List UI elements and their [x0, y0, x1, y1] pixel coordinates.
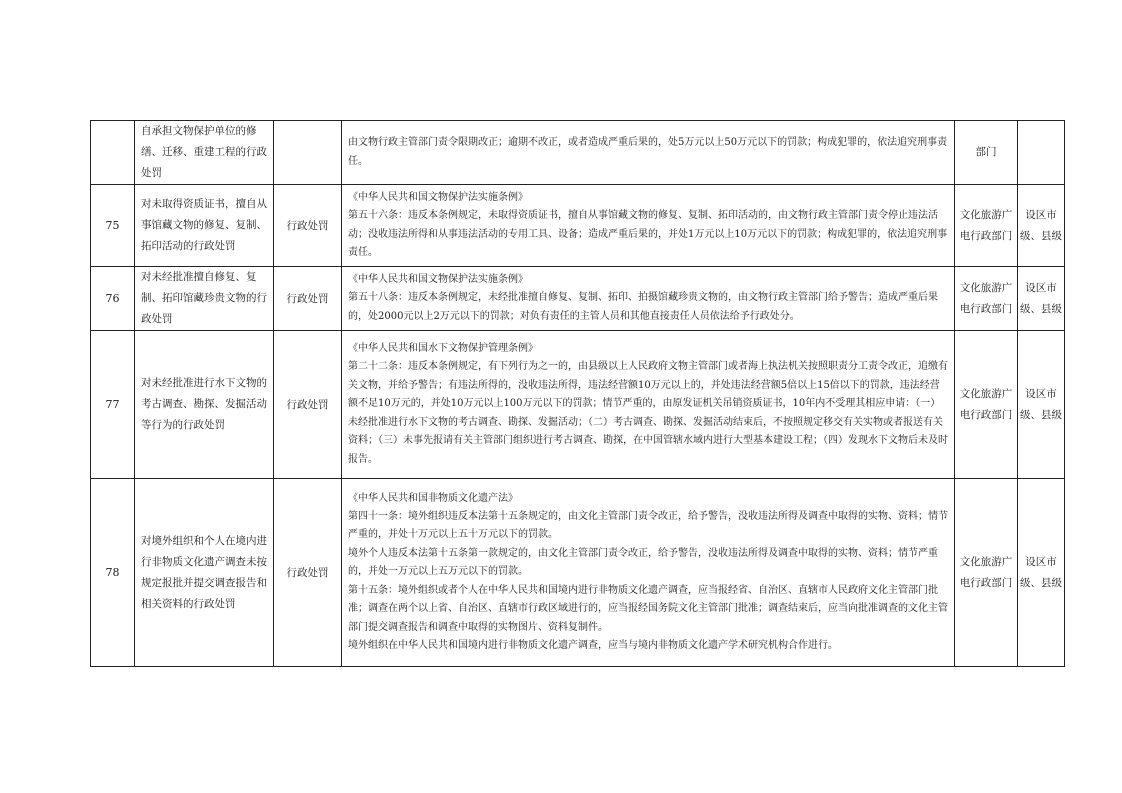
responsible-department: 文化旅游广电行政部门	[955, 479, 1018, 667]
responsible-department: 部门	[955, 121, 1018, 185]
penalty-type: 行政处罚	[274, 479, 342, 667]
responsible-department: 文化旅游广电行政部门	[955, 267, 1018, 331]
row-number: 78	[91, 479, 135, 667]
penalty-item: 对境外组织和个人在境内进行非物质文化遗产调查未按规定报批并提交调查报告和相关资料的行政处罚	[135, 479, 274, 667]
penalty-type: 行政处罚	[274, 267, 342, 331]
table-row	[91, 479, 1065, 667]
legal-basis-paragraph: 第十五条：境外组织或者个人在中华人民共和国境内进行非物质文化遗产调查，应当报经省、自治区、直辖市人民政府文化主管部门批准；调查在两个以上省、自治区、直辖市行政区域进行的，应当报经国务院文化主管部门批准；调查结束后，应当向批准调查的文化主管部门提交调查报告和调查中取得的实物图片、资料复制件。	[348, 584, 948, 633]
legal-basis-paragraph: 第五十六条：违反本条例规定，未取得资质证书，擅自从事馆藏文物的修复、复制、拓印活动的，由文物行政主管部门责令停止违法活动；没收违法所得和从事违法活动的专用工具、设备；造成严重后果的，并处1万元以上10万元以下的罚款；构成犯罪的，依法追究刑事责任。	[348, 210, 948, 258]
legal-basis-paragraph: 第四十一条：境外组织违反本法第十五条规定的，由文化主管部门责令改正，给予警告，没收违法所得及调查中取得的实物、资料；情节严重的，并处十万元以上五十万元以下的罚款。	[348, 511, 948, 541]
table-row	[91, 185, 1065, 267]
legal-basis-paragraph: 第二十二条：违反本条例规定，有下列行为之一的，由县级以上人民政府文物主管部门或者海上执法机关按照职责分工责令改正，追缴有关文物，并给予警告；有违法所得的，没收违法所得，违法经营额10万元以上的，并处违法经营额5倍以上15倍以下的罚款，违法经营额不足10万元的，并处10万元以上100万元以下的罚款；情节严重的，由原发证机关吊销资质证书，10年内不受理其相应申请：（一）未经批准进行水下文物的考古调查、勘探、发掘活动；（二）考古调查、勘探、发掘活动结束后，不按照规定移交有关实物或者报送有关资料；（三）未事先报请有关主管部门组织进行考古调查、勘探，在中国管辖水域内进行大型基本建设工程；（四）发现水下文物后未及时报告。	[348, 361, 948, 465]
legal-basis-paragraph: 《中华人民共和国文物保护法实施条例》	[348, 191, 528, 203]
penalty-item: 对未经批准进行水下文物的考古调查、勘探、发掘活动等行为的行政处罚	[135, 331, 274, 479]
legal-basis	[342, 267, 955, 331]
legal-basis	[342, 185, 955, 267]
penalty-type: 行政处罚	[274, 185, 342, 267]
legal-basis	[342, 331, 955, 479]
penalty-item: 对未经批准擅自修复、复制、拓印馆藏珍贵文物的行政处罚	[135, 267, 274, 331]
table-row	[91, 331, 1065, 479]
legal-basis-paragraph: 《中华人民共和国水下文物保护管理条例》	[348, 343, 538, 355]
responsible-department: 文化旅游广电行政部门	[955, 185, 1018, 267]
legal-basis-paragraph: 境外组织在中华人民共和国境内进行非物质文化遗产调查，应当与境内非物质文化遗产学术研究机构合作进行。	[348, 639, 838, 651]
row-number	[91, 121, 135, 185]
jurisdiction-level: 设区市级、县级	[1018, 185, 1065, 267]
row-number: 75	[91, 185, 135, 267]
row-number: 76	[91, 267, 135, 331]
jurisdiction-level: 设区市级、县级	[1018, 479, 1065, 667]
jurisdiction-level: 设区市级、县级	[1018, 267, 1065, 331]
legal-basis-paragraph: 《中华人民共和国非物质文化遗产法》	[348, 492, 518, 504]
legal-basis	[342, 121, 955, 185]
penalty-item: 对未取得资质证书，擅自从事馆藏文物的修复、复制、拓印活动的行政处罚	[135, 185, 274, 267]
penalty-item: 自承担文物保护单位的修缮、迁移、重建工程的行政处罚	[135, 121, 274, 185]
legal-basis-paragraph: 由文物行政主管部门责令限期改正；逾期不改正，或者造成严重后果的，处5万元以上50万元以下的罚款；构成犯罪的，依法追究刑事责任。	[348, 137, 948, 167]
table-row	[91, 267, 1065, 331]
penalty-table	[90, 120, 1065, 667]
legal-basis	[342, 479, 955, 667]
jurisdiction-level: 设区市级、县级	[1018, 331, 1065, 479]
table-row	[91, 121, 1065, 185]
legal-basis-paragraph: 境外个人违反本法第十五条第一款规定的，由文化主管部门责令改正，给予警告，没收违法所得及调查中取得的实物、资料；情节严重的，并处一万元以上五万元以下的罚款。	[348, 547, 938, 578]
row-number: 77	[91, 331, 135, 479]
legal-basis-paragraph: 《中华人民共和国文物保护法实施条例》	[348, 273, 528, 285]
penalty-type	[274, 121, 342, 185]
penalty-type: 行政处罚	[274, 331, 342, 479]
legal-basis-paragraph: 第五十八条：违反本条例规定，未经批准擅自修复、复制、拓印、拍摄馆藏珍贵文物的，由文物行政主管部门给予警告；造成严重后果的，处2000元以上2万元以下的罚款；对负有责任的主管人员和其他直接责任人员依法给予行政处分。	[348, 292, 938, 322]
responsible-department: 文化旅游广电行政部门	[955, 331, 1018, 479]
jurisdiction-level	[1018, 121, 1065, 185]
